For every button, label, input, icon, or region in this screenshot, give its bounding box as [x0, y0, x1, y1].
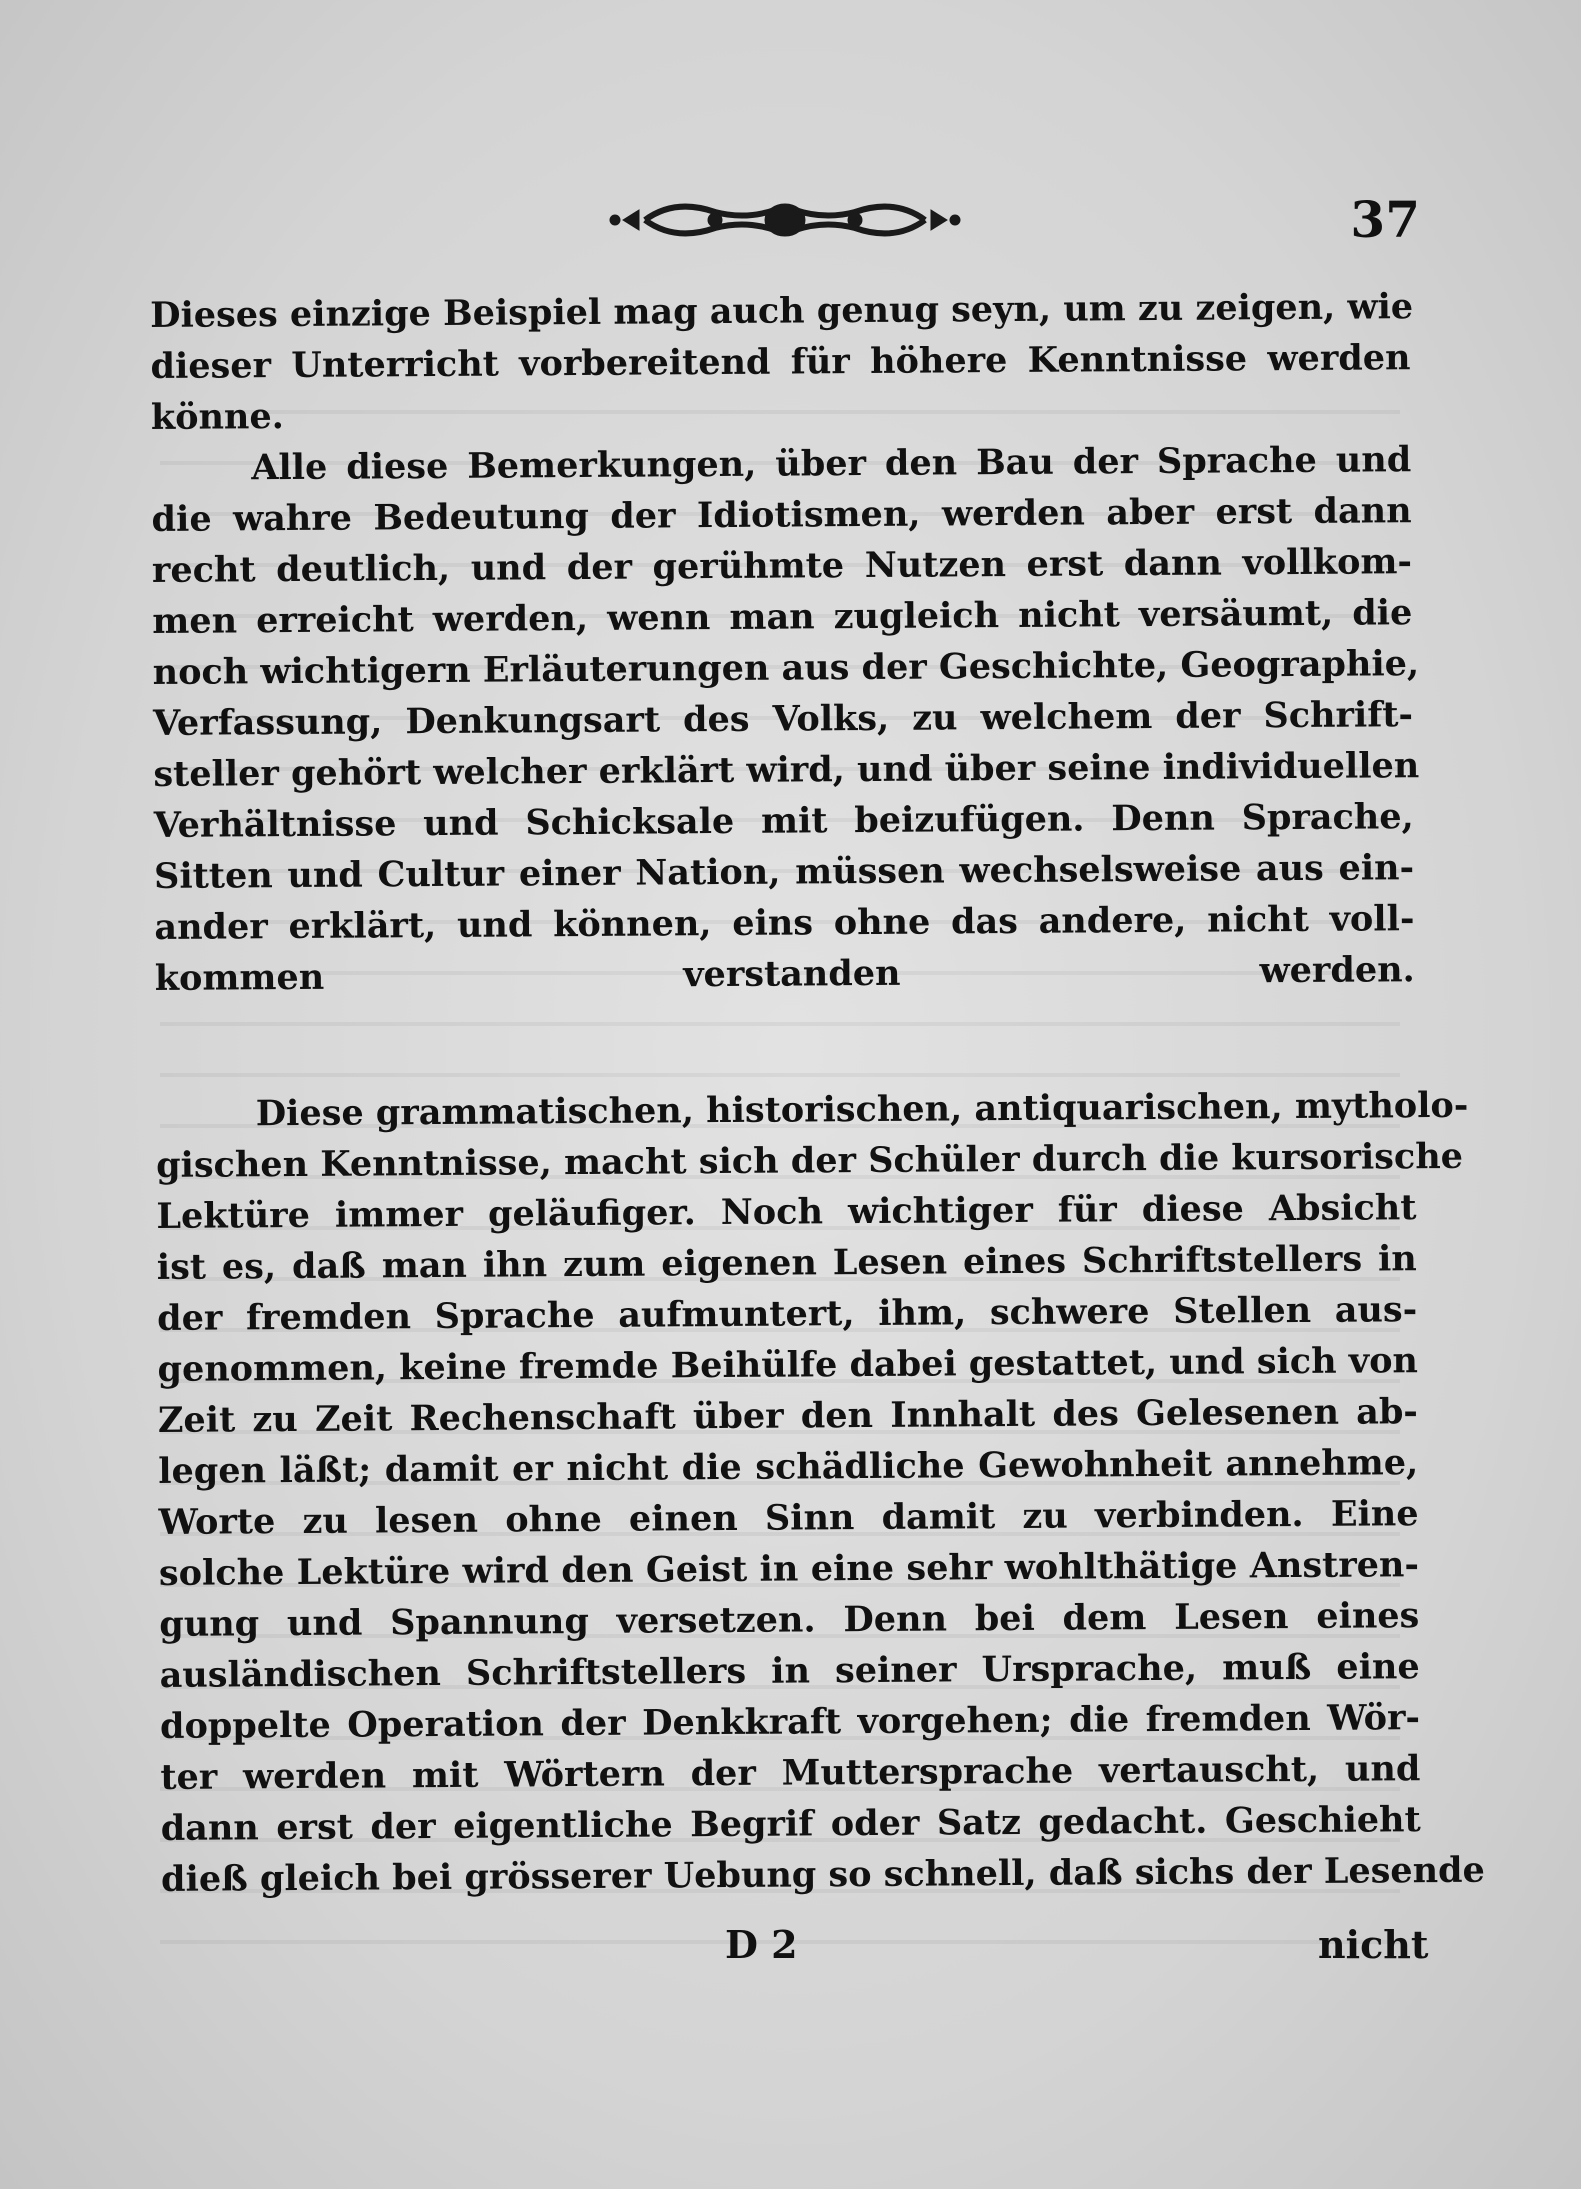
paragraph-2 [151, 434, 1420, 1004]
signature-mark: D 2 [725, 1922, 798, 1967]
text-line: solche Lektüre wird den Geist in eine sehr wohlthätige Anstren- [158, 1544, 1420, 1594]
catchword: nicht [1318, 1922, 1429, 1967]
text-line: steller gehört welcher erklärt wird, und über seine individuellen [153, 745, 1420, 795]
text-line: gischen Kenntnisse, macht sich der Schüler durch die kursorische [155, 1135, 1464, 1186]
text-line: die wahre Bedeutung der Idiotismen, werden aber erst dann [151, 490, 1412, 540]
text-line: Verfassung, Denkungsart des Volks, zu welchem der Schrift- [152, 694, 1414, 744]
paragraph-3 [155, 1080, 1485, 1905]
text-line: Alle diese Bemerkungen, über den Bau der Sprache und [251, 439, 1412, 489]
text-line: legen läßt; damit er nicht die schädliche Gewohnheit annehme, [158, 1442, 1419, 1492]
text-line: kommen verstanden werden. [154, 949, 1415, 999]
headpiece-ornament-icon [605, 180, 965, 260]
text-line: Lektüre immer geläufiger. Noch wichtiger für diese Absicht [156, 1187, 1417, 1237]
text-line: ander erklärt, und können, eins ohne das andere, nicht voll- [154, 898, 1415, 948]
text-line: Sitten und Cultur einer Nation, müssen wechselsweise aus ein- [153, 847, 1415, 897]
text-line: dann erst der eigentliche Begrif oder Satz gedacht. Geschieht [160, 1799, 1421, 1849]
text-line: könne. [150, 396, 284, 438]
text-line: ist es, daß man ihn zum eigenen Lesen eines Schriftstellers in [156, 1238, 1417, 1288]
text-line: gung und Spannung versetzen. Denn bei dem Lesen eines [159, 1595, 1420, 1645]
text-line: men erreicht werden, wenn man zugleich nicht versäumt, die [152, 592, 1413, 642]
body-text [150, 281, 1485, 1905]
text-line: genommen, keine fremde Beihülfe dabei gestattet, und sich von [157, 1340, 1419, 1390]
text-line: Diese grammatischen, historischen, antiquarischen, mytholo- [255, 1084, 1469, 1135]
text-line: noch wichtigern Erläuterungen aus der Geschichte, Geographie, [152, 643, 1420, 693]
text-line: der fremden Sprache aufmuntert, ihm, schwere Stellen aus- [157, 1289, 1418, 1339]
text-line: Zeit zu Zeit Rechenschaft über den Innhalt des Gelesenen ab- [157, 1391, 1419, 1441]
text-line: dieser Unterricht vorbereitend für höhere Kenntnisse werden [150, 337, 1411, 387]
text-line: doppelte Operation der Denkkraft vorgehen; die fremden Wör- [159, 1697, 1421, 1747]
paragraph-1 [150, 281, 1414, 443]
page-number: 37 [1350, 190, 1420, 249]
text-line: ausländischen Schriftstellers in seiner Ursprache, muß eine [159, 1646, 1420, 1696]
text-line: ter werden mit Wörtern der Muttersprache vertauscht, und [160, 1748, 1421, 1798]
text-line: Worte zu lesen ohne einen Sinn damit zu verbinden. Eine [158, 1493, 1419, 1543]
text-line: dieß gleich bei grösserer Uebung so schnell, daß sichs der Lesende [160, 1849, 1485, 1900]
text-line: Verhältnisse und Schicksale mit beizufügen. Denn Sprache, [153, 796, 1414, 846]
text-line: recht deutlich, und der gerühmte Nutzen erst dann vollkom- [151, 541, 1413, 591]
text-line: Dieses einzige Beispiel mag auch genug seyn, um zu zeigen, wie [150, 286, 1414, 336]
